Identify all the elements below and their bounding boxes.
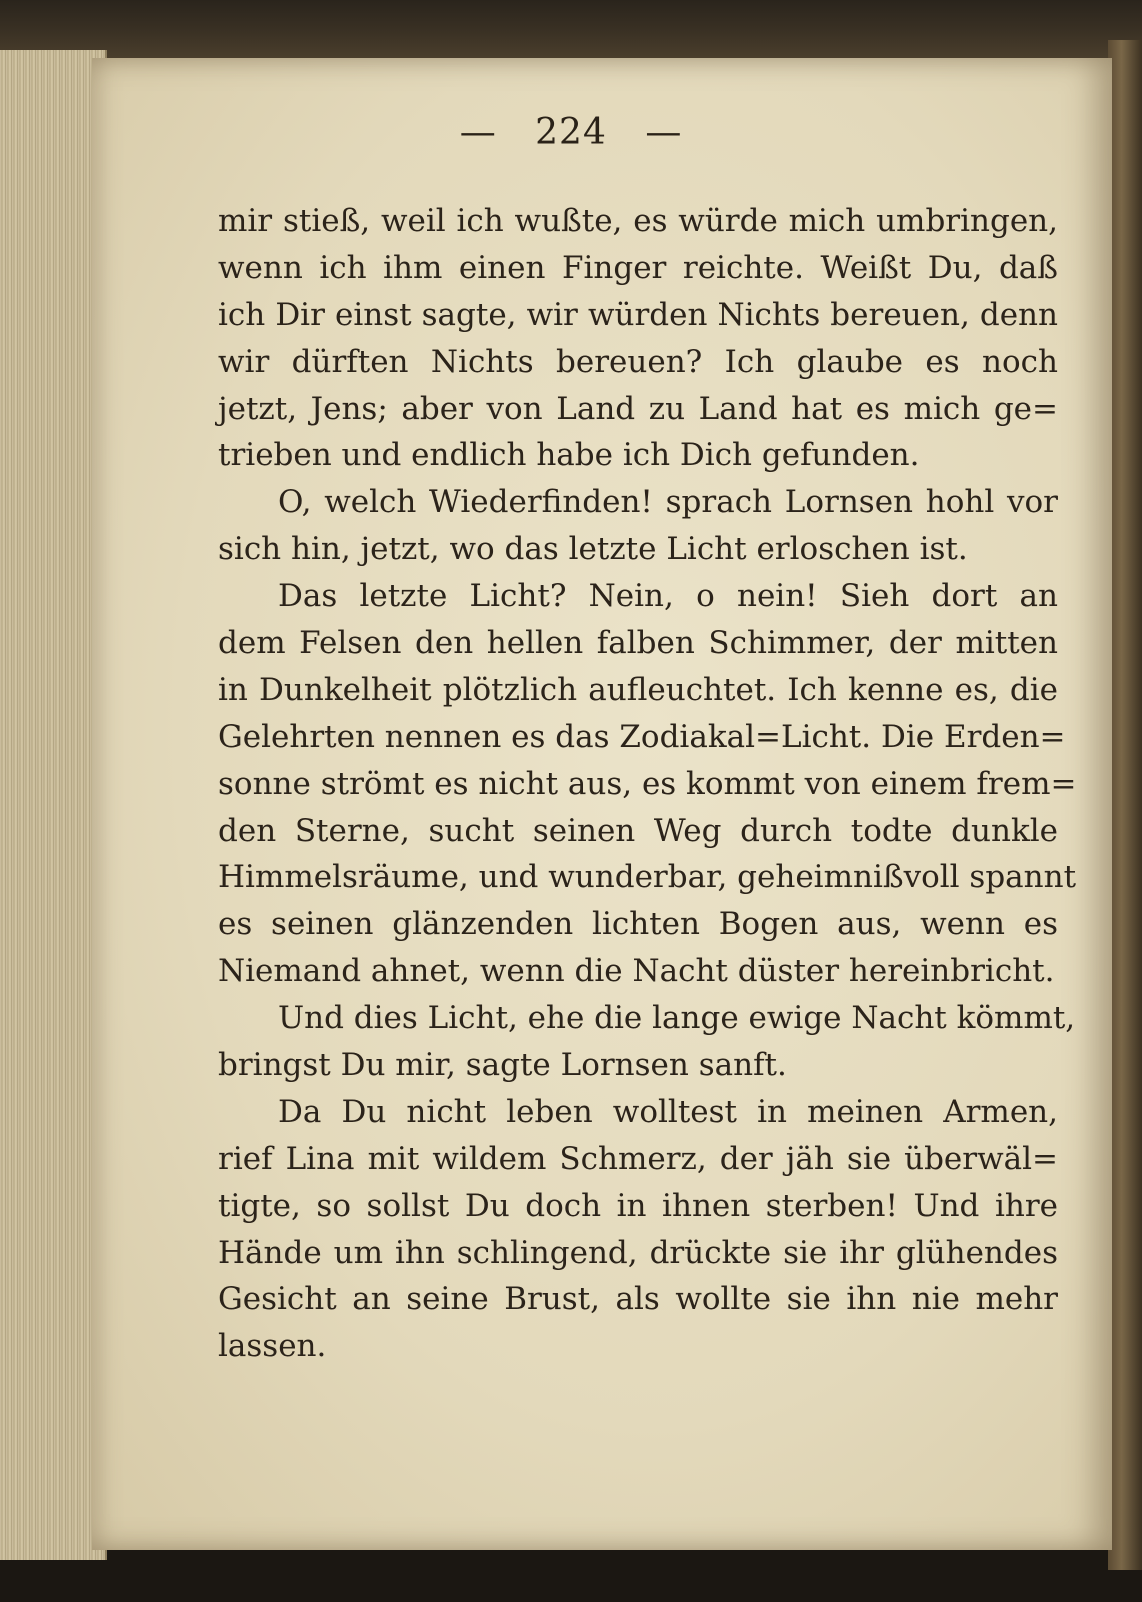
text-line: Gesicht an seine Brust, als wollte sie ihn nie mehr [218,1281,1058,1318]
book-binding-top [0,0,1142,58]
page-number: 224 [535,112,607,153]
text-line: trieben und endlich habe ich Dich gefunden. [218,437,920,474]
page-header [0,112,1142,153]
header-dash-left: — [459,112,497,153]
text-line: jetzt, Jens; aber von Land zu Land hat es mich ge= [218,390,1058,427]
text-line: sich hin, jetzt, wo das letzte Licht erloschen ist. [218,531,968,568]
text-line: mir stieß, weil ich wußte, es würde mich umbringen, [218,203,1058,239]
text-line: rief Lina mit wildem Schmerz, der jäh sie überwäl= [218,1140,1058,1177]
text-line: wenn ich ihm einen Finger reichte. Weißt Du, daß [218,249,1058,286]
text-line: Niemand ahnet, wenn die Nacht düster hereinbricht. [218,953,1055,990]
text-line: es seinen glänzenden lichten Bogen aus, wenn es [218,906,1058,943]
header-dash-right: — [645,112,683,153]
text-line: O, welch Wiederfinden! sprach Lornsen hohl vor [278,484,1058,521]
text-line: wir dürften Nichts bereuen? Ich glaube es noch [218,343,1058,380]
text-line: Da Du nicht leben wolltest in meinen Armen, [278,1093,1058,1130]
book-cover-right [1108,40,1142,1570]
text-line: Das letzte Licht? Nein, o nein! Sieh dort an [278,578,1058,615]
text-line: in Dunkelheit plötzlich aufleuchtet. Ich kenne es, die [218,671,1058,708]
text-line: tigte, so sollst Du doch in ihnen sterben! Und ihre [218,1187,1058,1224]
body-text [218,198,1077,1370]
text-line: sonne strömt es nicht aus, es kommt von einem frem= [218,765,1077,802]
text-line: Und dies Licht, ehe die lange ewige Nacht kömmt, [278,1000,1076,1037]
page-edges-left [0,50,107,1560]
text-line: lassen. [218,1328,327,1365]
text-line: Gelehrten nennen es das Zodiakal=Licht. Die Erden= [218,718,1066,755]
text-line: Himmelsräume, und wunderbar, geheimnißvoll spannt [218,859,1077,896]
text-line: Hände um ihn schlingend, drückte sie ihr glühendes [218,1234,1058,1271]
text-line: den Sterne, sucht seinen Weg durch todte dunkle [218,812,1058,849]
text-line: ich Dir einst sagte, wir würden Nichts bereuen, denn [218,296,1058,333]
text-line: dem Felsen den hellen falben Schimmer, der mitten [218,625,1058,662]
text-line: bringst Du mir, sagte Lornsen sanft. [218,1047,787,1084]
